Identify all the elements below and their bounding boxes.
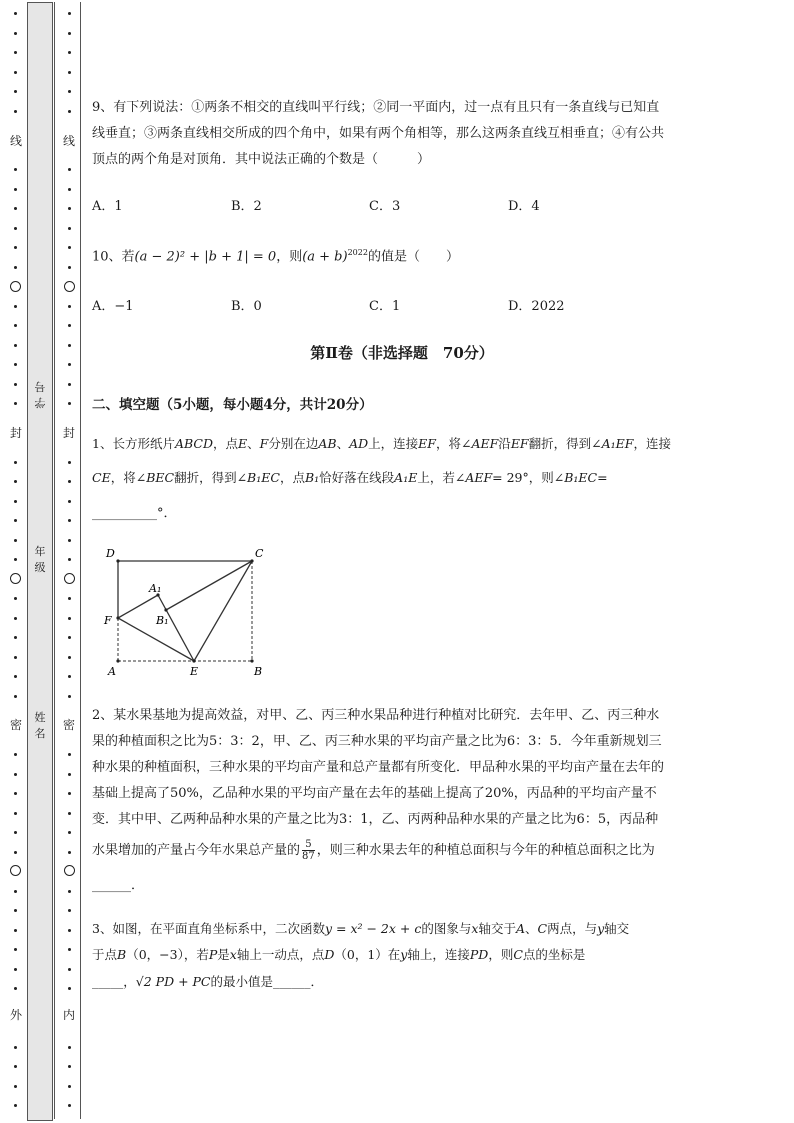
section-2-title: 第Ⅱ卷（非选择题 70分） (310, 344, 494, 362)
margin-dot (14, 948, 17, 951)
f2-answer-blank[interactable]: ______． (92, 878, 145, 893)
f1-angle-b1ec: B₁EC (247, 470, 280, 485)
f2-line-1: 2、某水果基地为提高效益，对甲、乙、丙三种水果品种进行种植对比研究．去年甲、乙、丙三种水 (92, 708, 660, 723)
margin-dot (68, 987, 71, 990)
f3-text: （0，1）在 (334, 947, 401, 962)
f1-text: 恰好落在线段 (319, 470, 395, 485)
f1-line-2 (92, 465, 752, 491)
margin-dot (68, 324, 71, 327)
margin-dot (14, 363, 17, 366)
f3-var-y: y (400, 947, 408, 962)
margin-dot (68, 90, 71, 93)
seg-fa1 (118, 595, 158, 618)
outer-dot-column (0, 0, 26, 1123)
f1-text: ，点 (213, 436, 239, 451)
margin-dot (68, 617, 71, 620)
margin-dot (68, 792, 71, 795)
margin-dot (14, 519, 17, 522)
margin-dot (68, 851, 71, 854)
f2-line-4: 基础上提高了50%，乙品种水果的平均亩产量在去年的基础上提高了20%，丙品种的平均亩产量不 (92, 786, 657, 801)
point-b (250, 659, 253, 662)
margin-dot (14, 71, 17, 74)
q10-option-b[interactable]: B．0 (231, 299, 262, 314)
q9-line-1: 9、有下列说法：①两条不相交的直线叫平行线；②同一平面内，过一点有且只有一条直线与已知直 (92, 100, 660, 115)
margin-dot (68, 695, 71, 698)
f2-line-2: 果的种植面积之比为5：3：2，甲、乙、丙三种水果的平均亩产量之比为6：3：5．今年重新规划三 (92, 734, 662, 749)
f3-text: 于点 (92, 947, 118, 962)
point-d (116, 559, 119, 562)
margin-dot (68, 1065, 71, 1068)
margin-dot (14, 929, 17, 932)
f3-text: 轴上一动点，点 (236, 947, 325, 962)
f1-text: 1、长方形纸片 (92, 436, 175, 451)
margin-dot (68, 948, 71, 951)
f3-text: 轴交 (604, 921, 630, 936)
q10-mid: ，则 (276, 249, 303, 265)
q10-suffix: 的值是（ ） (367, 249, 459, 265)
margin-dot (14, 344, 17, 347)
q10-exponent: 2022 (347, 248, 368, 257)
margin-dot (14, 753, 17, 756)
margin-dot (14, 851, 17, 854)
margin-dot (68, 12, 71, 15)
margin-dot (68, 110, 71, 113)
margin-label-xian-inner: 线 (63, 134, 76, 148)
fraction-numerator: 5 (302, 839, 315, 851)
margin-dot (14, 188, 17, 191)
f3-text: （0，−3），若 (126, 947, 209, 962)
f1-text: 、 (336, 436, 350, 451)
margin-dot (14, 402, 17, 405)
label-d: D (106, 547, 115, 560)
label-a1: A₁ (149, 582, 162, 595)
f1-text: 沿 (498, 436, 511, 451)
f3-text: 两点，与 (547, 921, 598, 936)
f1-text: = 29°，则∠ (492, 470, 565, 485)
f1-text: 上，连接 (368, 436, 419, 451)
f1-point-b1: B₁ (304, 470, 320, 485)
f3-var-x: x (229, 947, 237, 962)
f1-rect-name: ABCD (174, 436, 213, 451)
f3-line-2 (92, 942, 752, 968)
point-c (250, 559, 253, 562)
margin-circle-icon (10, 573, 21, 584)
margin-dot (14, 207, 17, 210)
margin-dot (68, 344, 71, 347)
margin-dot (68, 519, 71, 522)
f1-text: ，将∠ (435, 436, 472, 451)
margin-dot (14, 792, 17, 795)
f3-answer-blank-1[interactable]: _____， (92, 974, 136, 989)
label-c: C (255, 547, 264, 560)
seg-ec (194, 561, 252, 661)
margin-dot (14, 51, 17, 54)
margin-dot (68, 227, 71, 230)
f3-text: 是 (217, 947, 230, 962)
margin-dot (14, 266, 17, 269)
label-a: A (108, 665, 116, 678)
margin-label-wai-outer: 外 (10, 1008, 23, 1022)
margin-dot (14, 324, 17, 327)
f3-point-c: C (513, 947, 523, 962)
margin-dot (68, 51, 71, 54)
fraction-denominator: 87 (302, 851, 315, 862)
f1-text: = (597, 470, 608, 485)
label-e: E (190, 665, 199, 678)
f3-point-d: D (324, 947, 335, 962)
field-name: 姓名 (34, 711, 46, 740)
margin-dot (68, 753, 71, 756)
f1-point-f: F (259, 436, 269, 451)
q10-prefix: 10、若 (92, 249, 135, 265)
q9-line-3: 顶点的两个角是对顶角．其中说法正确的个数是（ ） (92, 152, 431, 167)
f3-seg-pd: PD (469, 947, 489, 962)
margin-label-xian-outer: 线 (10, 134, 23, 148)
f2-line-6 (92, 838, 752, 864)
f3-expression: √2 PD + PC (135, 974, 211, 989)
margin-dot (14, 539, 17, 542)
margin-dot (68, 890, 71, 893)
margin-circle-icon (64, 573, 75, 584)
f3-line-1 (92, 916, 752, 942)
f1-angle-b1ec: B₁EC (564, 470, 598, 485)
margin-dot (14, 636, 17, 639)
f1-text: ，将∠ (110, 470, 147, 485)
margin-dot (14, 597, 17, 600)
margin-circle-icon (10, 865, 21, 876)
margin-dot (14, 1065, 17, 1068)
f2-fraction (302, 839, 315, 862)
f1-side-ad: AD (349, 436, 369, 451)
f1-text: 、 (247, 436, 260, 451)
q9-options (92, 195, 652, 215)
f1-line-1 (92, 431, 752, 457)
f2-text: 水果增加的产量占今年水果总产量的 (92, 843, 301, 858)
fill-blank-heading: 二、填空题（5小题，每小题4分，共计20分） (92, 397, 373, 413)
margin-dot (14, 168, 17, 171)
margin-dot (68, 636, 71, 639)
margin-dot (68, 909, 71, 912)
q9-option-d[interactable]: D．4 (508, 199, 540, 214)
f2-text: ，则三种水果去年的种植总面积与今年的种植总面积之比为 (316, 843, 655, 858)
f1-seg-ef: EF (510, 436, 529, 451)
f2-line-5: 变．其中甲、乙两种品种水果的产量之比为3：1，乙、丙两种品种水果的产量之比为6：5，丙品种 (92, 812, 659, 827)
margin-dot (68, 500, 71, 503)
f3-text: 、 (524, 921, 538, 936)
margin-dot (14, 227, 17, 230)
margin-dot (68, 246, 71, 249)
margin-dot (14, 968, 17, 971)
f1-text: 翻折，得到∠ (528, 436, 602, 451)
q9-option-a[interactable]: A．1 (92, 199, 123, 214)
margin-dot (14, 500, 17, 503)
q10-option-c[interactable]: C．1 (369, 299, 401, 314)
inner-dot-column (56, 0, 82, 1123)
f3-text: 3、如图，在平面直角坐标系中，二次函数 (92, 921, 325, 936)
margin-dot (14, 812, 17, 815)
margin-dot (14, 1104, 17, 1107)
f3-var-y: y (597, 921, 605, 936)
margin-circle-icon (64, 281, 75, 292)
margin-dot (68, 1046, 71, 1049)
f1-text: ，连接 (633, 436, 671, 451)
margin-dot (68, 383, 71, 386)
margin-dot (14, 773, 17, 776)
margin-dot (68, 207, 71, 210)
margin-dot (68, 831, 71, 834)
label-b1: B₁ (156, 614, 169, 627)
margin-dot (14, 32, 17, 35)
f3-point-b: B (117, 947, 127, 962)
f3-function: y = x² − 2x + c (324, 921, 422, 936)
margin-dot (14, 480, 17, 483)
margin-label-feng-outer: 封 (10, 426, 23, 440)
f3-var-x: x (471, 921, 479, 936)
seg-b1c (166, 561, 252, 610)
f3-text: 点的坐标是 (522, 947, 586, 962)
rectangle-fold-figure (96, 544, 276, 679)
f3-point-p: P (208, 947, 218, 962)
f3-point-a: A (515, 921, 525, 936)
q10-expr2: (a + b) (302, 249, 348, 265)
q9-option-b[interactable]: B．2 (231, 199, 262, 214)
margin-dot (68, 480, 71, 483)
f1-answer-blank[interactable]: __________°． (92, 506, 177, 521)
q10-option-d[interactable]: D．2022 (508, 299, 565, 314)
f1-seg-ef: EF (418, 436, 436, 451)
field-grade: 年级 (34, 545, 46, 574)
f1-angle-aef: AEF (465, 470, 493, 485)
margin-dot (68, 1104, 71, 1107)
point-f (116, 616, 119, 619)
margin-dot (68, 188, 71, 191)
margin-dot (68, 1085, 71, 1088)
f3-text: ，则 (488, 947, 514, 962)
f1-text: 分别在边 (268, 436, 319, 451)
f1-text: 翻折，得到∠ (174, 470, 248, 485)
f1-angle-aef: AEF (471, 436, 499, 451)
f3-answer-blank-2[interactable]: 的最小值是______． (210, 974, 324, 989)
f3-text: 轴上，连接 (407, 947, 470, 962)
margin-dot (68, 539, 71, 542)
f2-line-3: 种水果的种植面积，三种水果的平均亩产量和总产量都有所变化．甲品种水果的平均亩产量在去年的 (92, 760, 665, 775)
margin-dot (14, 90, 17, 93)
f1-text: 上，若∠ (417, 470, 466, 485)
margin-dot (14, 890, 17, 893)
q10-options (92, 295, 652, 315)
margin-dot (14, 558, 17, 561)
margin-rule (54, 2, 55, 1119)
margin-dot (68, 402, 71, 405)
margin-dot (68, 461, 71, 464)
field-student-id: 学号 (34, 380, 46, 409)
f1-seg-ce: CE (92, 470, 111, 485)
margin-dot (68, 363, 71, 366)
label-f: F (104, 614, 112, 627)
margin-dot (14, 1085, 17, 1088)
margin-dot (14, 12, 17, 15)
margin-label-mi-inner: 密 (63, 718, 76, 732)
q10-stem (92, 240, 752, 270)
margin-dot (68, 968, 71, 971)
margin-dot (14, 695, 17, 698)
f3-line-3 (92, 969, 752, 995)
margin-dot (14, 909, 17, 912)
f1-seg-a1e: A₁E (394, 470, 418, 485)
q9-line-2: 线垂直；③两条直线相交所成的四个角中，如果有两个角相等，那么这两条直线互相垂直；④有公共 (92, 126, 665, 141)
margin-dot (14, 246, 17, 249)
f1-point-e: E (238, 436, 248, 451)
margin-dot (14, 110, 17, 113)
f3-text: 的图象与 (421, 921, 472, 936)
margin-dot (68, 305, 71, 308)
margin-circle-icon (10, 281, 21, 292)
margin-dot (14, 831, 17, 834)
margin-dot (68, 675, 71, 678)
margin-dot (14, 1046, 17, 1049)
margin-dot (14, 656, 17, 659)
margin-dot (68, 773, 71, 776)
margin-circle-icon (64, 865, 75, 876)
margin-dot (68, 656, 71, 659)
margin-dot (68, 812, 71, 815)
f1-angle-bec: BEC (146, 470, 175, 485)
margin-dot (14, 383, 17, 386)
label-b: B (254, 665, 263, 678)
f1-text: ，点 (279, 470, 305, 485)
margin-label-mi-outer: 密 (10, 718, 23, 732)
margin-dot (68, 558, 71, 561)
margin-dot (68, 597, 71, 600)
margin-dot (14, 617, 17, 620)
q9-option-c[interactable]: C．3 (369, 199, 401, 214)
q10-option-a[interactable]: A．−1 (92, 299, 134, 314)
margin-label-nei-inner: 内 (63, 1008, 76, 1022)
margin-dot (68, 929, 71, 932)
margin-dot (68, 71, 71, 74)
q10-expr1: (a − 2)² + |b + 1| = 0 (134, 249, 277, 265)
margin-dot (14, 675, 17, 678)
f1-angle-a1ef: A₁EF (601, 436, 634, 451)
margin-dot (68, 266, 71, 269)
margin-dot (68, 32, 71, 35)
margin-dot (68, 168, 71, 171)
margin-dot (14, 461, 17, 464)
margin-label-feng-inner: 封 (63, 426, 76, 440)
point-e (192, 659, 195, 662)
point-b1 (164, 608, 167, 611)
f1-side-ab: AB (318, 436, 337, 451)
point-a (116, 659, 119, 662)
margin-dot (14, 305, 17, 308)
margin-dot (14, 987, 17, 990)
f3-point-c: C (537, 921, 548, 936)
f3-text: 轴交于 (478, 921, 516, 936)
